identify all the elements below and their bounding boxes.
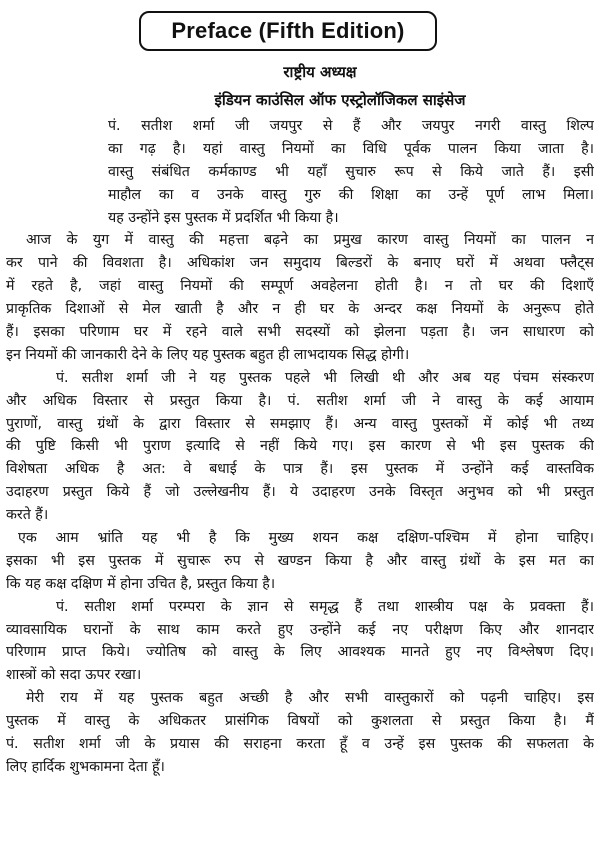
paragraph-5-line-1: पं. सतीश शर्मा परम्परा के ज्ञान से समृद्ध हैं तथा शास्त्रीय पक्ष के प्रवक्ता हैं।: [56, 598, 594, 615]
paragraph-5-line-4: शास्त्रों को सदा ऊपर रखा।: [6, 667, 142, 684]
preface-body: [6, 115, 594, 779]
paragraph-2-line-2: कर पाने की विवशता है। अधिकांश जन समुदाय बिल्डरों के बनाए घरों में अथवा फ्लैट्स: [6, 255, 594, 272]
paragraph-1-line-4: माहौल का व उनके वास्तु गुरु की शिक्षा का उन्हें पूर्ण लाभ मिला।: [108, 186, 594, 203]
page-title: Preface (Fifth Edition): [171, 18, 405, 43]
title-box: [139, 11, 437, 51]
paragraph-2-line-4: प्राकृतिक दिशाओं से मेल खाती है और न ही घर के अन्दर कक्ष नियमों के अनुरूप होते: [6, 301, 594, 318]
paragraph-2-line-5: हैं। इसका परिणाम घर में रहने वाले सभी सदस्यों को झेलना पड़ता है। जन साधारण को: [6, 324, 594, 341]
paragraph-4-line-3: कि यह कक्ष दक्षिण में होना उचित है, प्रस्तुत किया है।: [6, 575, 276, 592]
author-designation: राष्ट्रीय अध्यक्ष: [283, 63, 357, 81]
paragraph-6-line-1: मेरी राय में यह पुस्तक बहुत अच्छी है और सभी वास्तुकारों को पढ़नी चाहिए। इस: [26, 690, 594, 707]
paragraph-6-line-2: पुस्तक में वास्तु के अधिकतर प्रासंगिक विषयों को कुशलता से प्रस्तुत किया है। मैं: [6, 713, 594, 730]
paragraph-3-line-5: विशेषता अधिक है अत: वे बधाई के पात्र हैं। इस पुस्तक में उन्होंने कई वास्तविक: [6, 461, 594, 478]
paragraph-2-line-6: इन नियमों की जानकारी देने के लिए यह पुस्तक बहुत ही लाभदायक सिद्ध होगी।: [6, 346, 410, 363]
paragraph-5-line-3: परिणाम प्राप्त किये। ज्योतिष को वास्तु के लिए आवश्यक मानते हुए नए विश्लेषण दिए।: [6, 644, 594, 661]
paragraph-4-line-1: एक आम भ्रांति यह भी है कि मुख्य शयन कक्ष दक्षिण-पश्चिम में होना चाहिए।: [18, 530, 594, 547]
paragraph-1-line-3: वास्तु संबंधित कर्मकाण्ड भी यहाँ सुचारु रूप से किये जाते हैं। इसी: [108, 163, 594, 180]
paragraph-5-line-2: व्यावसायिक घरानों के साथ काम करते हुए उन्होंने कई नए परीक्षण किए और शानदार: [6, 621, 594, 638]
paragraph-3-line-3: पुराणों, वास्तु ग्रंथों के द्वारा विस्तार से समझाए हैं। अन्य वास्तु पुस्तकों में कोई भी तथ्य: [6, 415, 594, 432]
paragraph-3-line-7: करते हैं।: [6, 507, 49, 524]
organization-name: इंडियन काउंसिल ऑफ एस्ट्रोलॉजिकल साइंसेज: [214, 91, 466, 109]
paragraph-6-line-3: पं. सतीश शर्मा जी के प्रयास की सराहना करता हूँ व उन्हें इस पुस्तक की सफलता के: [6, 736, 594, 753]
paragraph-1-line-1: पं. सतीश शर्मा जी जयपुर से हैं और जयपुर नगरी वास्तु शिल्प: [108, 118, 594, 134]
paragraph-3-line-4: की पुष्टि किसी भी पुराण इत्यादि से नहीं किये गए। इस कारण से भी इस पुस्तक की: [6, 438, 594, 455]
paragraph-2-line-1: आज के युग में वास्तु की महत्ता बढ़ने का प्रमुख कारण वास्तु नियमों का पालन न: [26, 232, 594, 249]
paragraph-3-line-6: उदाहरण प्रस्तुत किये हैं जो उल्लेखनीय हैं। ये उदाहरण उनके विस्तृत अनुभव को भी प्रस्तुत: [6, 484, 594, 501]
paragraph-3-line-2: और अधिक विस्तार से प्रस्तुत किया है। पं. सतीश शर्मा जी ने वास्तु के कई आयाम: [6, 392, 594, 409]
paragraph-1-line-2: का गढ़ है। यहां वास्तु नियमों का विधि पूर्वक पालन किया जाता है।: [108, 140, 594, 157]
paragraph-2-line-3: में रहते है, जहां वास्तु नियमों की सम्पूर्ण अवहेलना होती है। न तो घर की दिशाएँ: [6, 278, 594, 295]
paragraph-6-line-4: लिए हार्दिक शुभकामना देता हूँ।: [6, 758, 165, 775]
paragraph-3-line-1: पं. सतीश शर्मा जी ने यह पुस्तक पहले भी लिखी थी और अब यह पंचम संस्करण: [56, 369, 594, 386]
paragraph-1-line-5: यह उन्होंने इस पुस्तक में प्रदर्शित भी किया है।: [108, 209, 339, 226]
paragraph-4-line-2: इसका भी इस पुस्तक में सुचारू रुप से खण्डन किया है और वास्तु ग्रंथों के इस मत का: [6, 552, 594, 569]
